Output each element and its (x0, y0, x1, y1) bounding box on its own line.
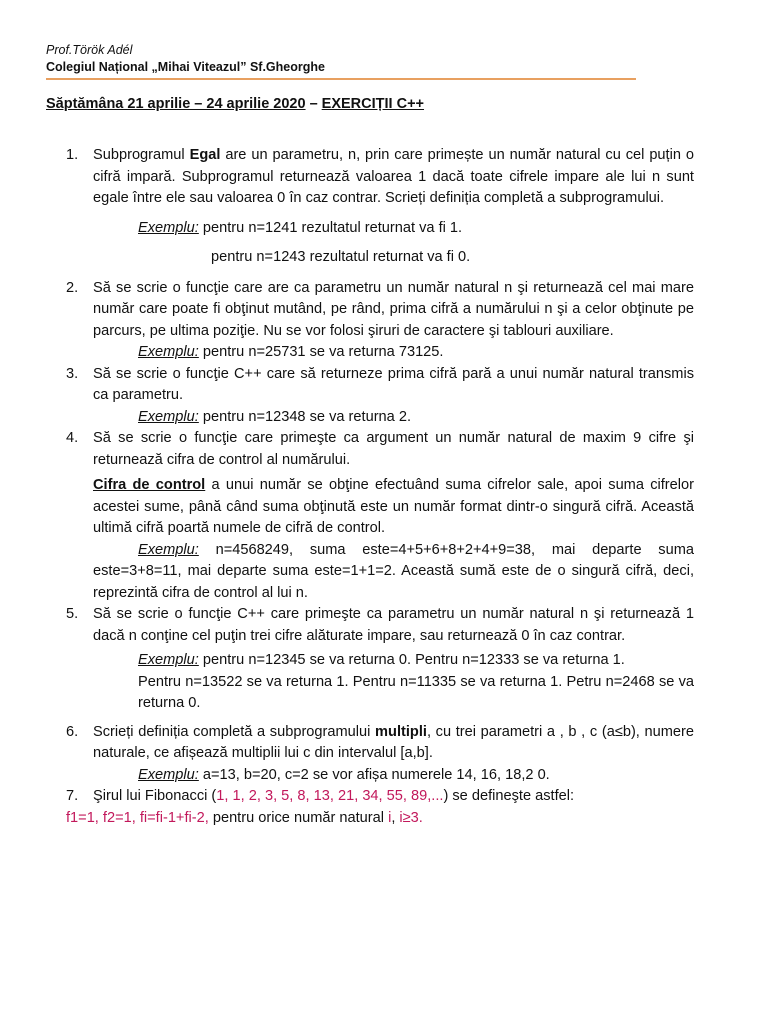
example-line (93, 672, 694, 715)
condition: i≥3. (399, 809, 423, 826)
example-line (93, 540, 694, 605)
exercise-text-part: are un parametru, n, prin care primește un număr natural cu cel puțin o cifră impară. Subprogramul returnează valoarea 1 dacă toate cifrele impare ale lui n sunt egale între ele sau valoarea 0 în caz contrar. Scrieți definiția completă a subprogramului. (93, 147, 694, 206)
exercise-number: 3. (66, 365, 79, 382)
exercise-3 (66, 364, 694, 429)
exercise-text-part: ) se defineşte astfel: (443, 788, 575, 804)
exercise-list (66, 145, 694, 829)
title-week: Săptămâna 21 aprilie – 24 aprilie 2020 (46, 96, 306, 112)
example-label: Exemplu: (138, 219, 199, 236)
exercise-text: Să se scrie o funcţie care primeşte ca argument un număr natural de maxim 9 cifre şi returnează cifra de control al numărului. (93, 430, 694, 468)
header (46, 42, 325, 76)
exercise-number: 4. (66, 430, 79, 446)
example-text: n=4568249, suma este=4+5+6+8+2+4+9=38, mai departe suma este=3+8=11, mai departe suma este=1+1=2. Această sumă este de o singură cifră, deci, reprezintă cifra de control al lui n. (93, 541, 694, 601)
example-text: Pentru n=13522 se va returna 1. Pentru n=11335 se va returna 1. Petru n=2468 se va returna 0. (138, 673, 694, 711)
example-label: Exemplu: (138, 766, 199, 783)
author-name: Prof.Török Adél (46, 43, 133, 57)
exercise-text-part: Subprogramul (93, 147, 190, 163)
fibonacci-sequence: 1, 1, 2, 3, 5, 8, 13, 21, 34, 55, 89,... (216, 788, 444, 804)
title-dash: – (305, 96, 322, 112)
exercise-text-part: , (391, 809, 400, 826)
example-text: pentru n=12345 se va returna 0. Pentru n=12333 se va returna 1. (198, 652, 625, 668)
example-label: Exemplu: (138, 541, 199, 558)
exercise-1 (66, 145, 694, 269)
exercise-5 (66, 604, 694, 715)
example-line (93, 247, 694, 269)
example-line (93, 218, 694, 240)
exercise-text-part: , cu trei parametri a , b , c (a≤b), numere naturale, ce afișează multiplii lui c din intervalul [a,b]. (93, 723, 694, 761)
example-text: pentru n=25731 se va returna 73125. (198, 344, 444, 360)
exercise-text: Să se scrie o funcţie C++ care să returneze prima cifră pară a unui număr natural transmis ca parametru. (93, 365, 694, 403)
exercise-number: 2. (66, 279, 79, 296)
exercise-2 (66, 278, 694, 364)
exercise-6 (66, 722, 694, 787)
example-line (93, 407, 694, 429)
exercise-number: 7. (66, 788, 79, 804)
title-subject: EXERCIȚII C++ (321, 96, 425, 112)
function-name: Egal (189, 147, 221, 163)
definition-text: a unui număr se obţine efectuând suma cifrelor sale, apoi suma cifrelor acestei sume, până când suma obţinută este un număr format dintr-o singură cifră. Această ultimă cifră poartă numele de cifră de control. (93, 477, 694, 536)
school-name: Colegiul Național „Mihai Viteazul” Sf.Gheorghe (46, 60, 325, 74)
variable-i: i (388, 809, 392, 826)
exercise-text-part: pentru orice număr natural (208, 809, 389, 826)
exercise-4 (66, 428, 694, 604)
definition-term: Cifra de control (93, 477, 206, 493)
exercise-text (93, 786, 694, 808)
exercise-text-part: Şirul lui Fibonacci ( (93, 788, 217, 804)
example-line (93, 765, 694, 787)
example-text: pentru n=12348 se va returna 2. (198, 408, 412, 425)
example-line (93, 650, 694, 672)
page-title (46, 96, 424, 112)
header-rule (46, 78, 636, 80)
exercise-text: Să se scrie o funcţie care are ca parametru un număr natural n şi returnează cel mai mare număr care poate fi obţinut mutând, pe rând, prima cifră a numărului n şi a celor obţinute pe parcurs, pe ultima poziţie. Nu se vor folosi şiruri de caractere şi tablouri auxiliare. (93, 279, 694, 339)
example-label: Exemplu: (138, 344, 199, 360)
exercise-text-part: Scrieți definiția completă a subprogramului (93, 723, 376, 740)
exercise-number: 5. (66, 606, 79, 622)
example-text: pentru n=1241 rezultatul returnat va fi 1. (198, 219, 463, 236)
example-line (93, 342, 694, 364)
fibonacci-formula: f1=1, f2=1, fi=fi-1+fi-2, (66, 809, 209, 826)
example-label: Exemplu: (138, 652, 199, 668)
example-text: a=13, b=20, c=2 se vor afișa numerele 14, 16, 18,2 0. (198, 766, 550, 783)
example-text: pentru n=1243 rezultatul returnat va fi 0. (211, 249, 471, 265)
function-name: multipli (375, 723, 427, 740)
exercise-text (93, 722, 694, 765)
exercise-7 (66, 786, 694, 829)
control-digit-definition (93, 475, 694, 540)
example-label: Exemplu: (138, 408, 199, 425)
exercise-number: 6. (66, 723, 79, 740)
fibonacci-formula-line (66, 808, 694, 830)
exercise-text (93, 145, 694, 210)
exercise-text: Să se scrie o funcţie C++ care primeşte ca parametru un număr natural n şi returnează 1 dacă n conţine cel puţin trei cifre alăturate impare, sau returnează 0 în caz contrar. (93, 606, 694, 644)
exercise-number: 1. (66, 147, 79, 163)
